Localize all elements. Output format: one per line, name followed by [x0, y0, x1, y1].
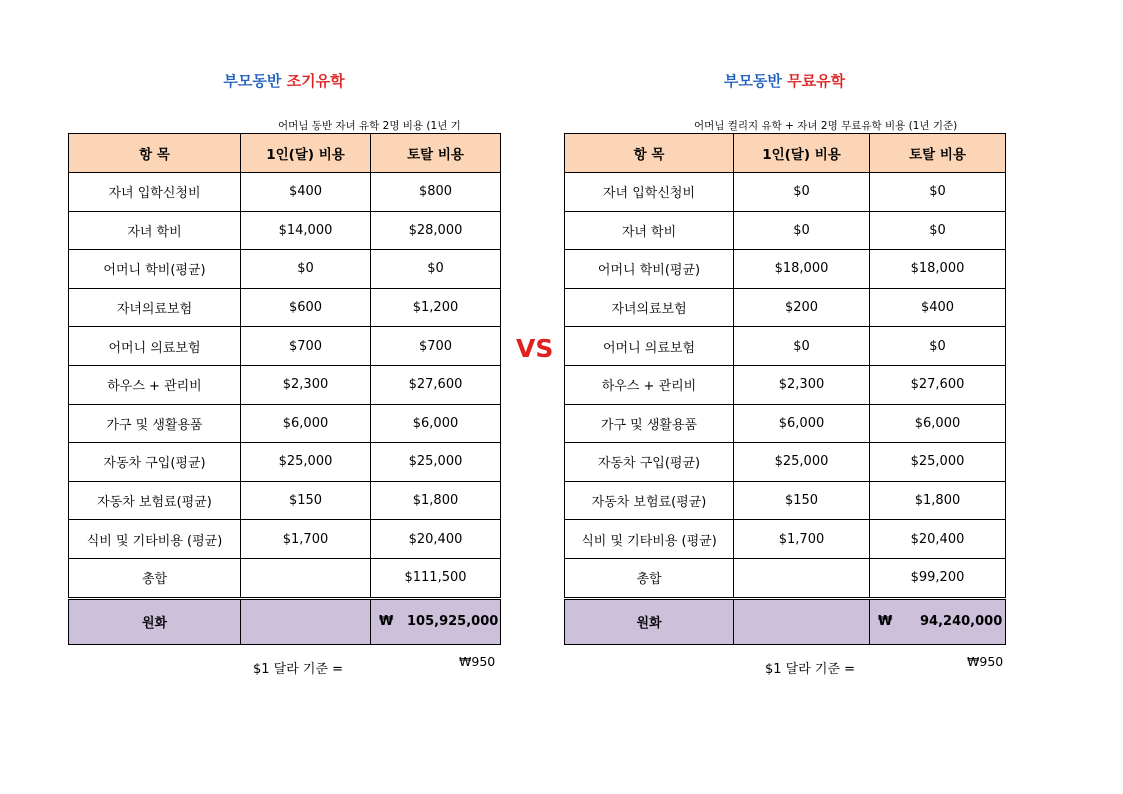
item-label: 가구 및 생활용품 — [69, 404, 241, 443]
table-row — [565, 443, 1006, 482]
left-title-part2: 조기유학 — [286, 72, 345, 90]
total-cost: $20,400 — [371, 520, 501, 559]
left-cost-table — [68, 133, 501, 645]
monthly-cost: $2,300 — [241, 365, 371, 404]
monthly-cost: $0 — [734, 211, 870, 250]
table-row — [69, 481, 501, 520]
won-monthly-empty — [241, 598, 371, 644]
table-row — [565, 288, 1006, 327]
total-cost: $0 — [870, 173, 1006, 212]
right-cost-table — [564, 133, 1006, 645]
monthly-cost: $6,000 — [734, 404, 870, 443]
monthly-cost: $1,700 — [734, 520, 870, 559]
table-row — [565, 250, 1006, 289]
left-footer-label: $1 달라 기준 = — [253, 662, 344, 677]
won-value: 94,240,000 — [920, 614, 1003, 630]
table-row — [565, 173, 1006, 212]
item-label: 자녀의료보험 — [69, 288, 241, 327]
item-label: 어머니 학비(평균) — [69, 250, 241, 289]
table-row — [69, 211, 501, 250]
total-row — [69, 558, 501, 598]
table-row — [69, 520, 501, 559]
table-row — [69, 250, 501, 289]
monthly-cost: $0 — [734, 173, 870, 212]
table-row — [69, 365, 501, 404]
won-sign: ₩ — [878, 614, 893, 630]
total-row — [565, 558, 1006, 598]
total-cost: $28,000 — [371, 211, 501, 250]
won-label: 원화 — [565, 598, 734, 644]
monthly-cost: $25,000 — [734, 443, 870, 482]
total-monthly-empty — [241, 558, 371, 598]
monthly-cost: $1,700 — [241, 520, 371, 559]
won-value-cell — [870, 598, 1006, 644]
right-header-row — [565, 134, 1006, 173]
vs-label: VS — [516, 334, 554, 363]
item-label: 하우스 + 관리비 — [69, 365, 241, 404]
total-cost: $27,600 — [371, 365, 501, 404]
table-row — [565, 365, 1006, 404]
right-title — [564, 70, 1005, 92]
item-label: 하우스 + 관리비 — [565, 365, 734, 404]
monthly-cost: $700 — [241, 327, 371, 366]
item-label: 자동차 구입(평균) — [565, 443, 734, 482]
total-monthly-empty — [734, 558, 870, 598]
right-header-item: 항 목 — [565, 134, 734, 173]
monthly-cost: $18,000 — [734, 250, 870, 289]
monthly-cost: $0 — [734, 327, 870, 366]
right-subtitle: 어머님 컬리지 유학 + 자녀 2명 무료유학 비용 (1년 기준) — [694, 120, 958, 132]
left-header-total: 토탈 비용 — [371, 134, 501, 173]
item-label: 자동차 보험료(평균) — [69, 481, 241, 520]
total-cost: $25,000 — [371, 443, 501, 482]
won-row — [565, 598, 1006, 644]
item-label: 식비 및 기타비용 (평균) — [565, 520, 734, 559]
monthly-cost: $2,300 — [734, 365, 870, 404]
total-cost: $800 — [371, 173, 501, 212]
total-cost: $0 — [371, 250, 501, 289]
item-label: 자동차 구입(평균) — [69, 443, 241, 482]
item-label: 자녀 학비 — [69, 211, 241, 250]
monthly-cost: $400 — [241, 173, 371, 212]
table-row — [565, 520, 1006, 559]
table-row — [565, 327, 1006, 366]
right-title-part2: 무료유학 — [787, 72, 846, 90]
left-title-part1: 부모동반 — [223, 72, 282, 90]
total-cost: $1,800 — [371, 481, 501, 520]
total-cost: $1,800 — [870, 481, 1006, 520]
total-cost: $25,000 — [870, 443, 1006, 482]
item-label: 자녀 입학신청비 — [565, 173, 734, 212]
left-header-monthly: 1인(달) 비용 — [241, 134, 371, 173]
table-row — [565, 404, 1006, 443]
won-label: 원화 — [69, 598, 241, 644]
table-row — [565, 481, 1006, 520]
table-row — [69, 443, 501, 482]
monthly-cost: $6,000 — [241, 404, 371, 443]
won-row — [69, 598, 501, 644]
table-row — [69, 404, 501, 443]
won-monthly-empty — [734, 598, 870, 644]
total-cost: $6,000 — [371, 404, 501, 443]
right-title-part1: 부모동반 — [723, 72, 782, 90]
total-cost: $6,000 — [870, 404, 1006, 443]
table-row — [69, 288, 501, 327]
table-row — [69, 173, 501, 212]
monthly-cost: $150 — [241, 481, 371, 520]
won-sign: ₩ — [379, 614, 394, 630]
left-title — [68, 70, 500, 92]
item-label: 어머니 의료보험 — [69, 327, 241, 366]
total-cost: $1,200 — [371, 288, 501, 327]
won-value: 105,925,000 — [407, 614, 499, 630]
left-subtitle: 어머님 동반 자녀 유학 2명 비용 (1년 기 — [278, 120, 461, 132]
total-cost: $400 — [870, 288, 1006, 327]
monthly-cost: $14,000 — [241, 211, 371, 250]
won-value-cell — [371, 598, 501, 644]
monthly-cost: $0 — [241, 250, 371, 289]
monthly-cost: $150 — [734, 481, 870, 520]
total-cost: $700 — [371, 327, 501, 366]
item-label: 가구 및 생활용품 — [565, 404, 734, 443]
right-header-total: 토탈 비용 — [870, 134, 1006, 173]
item-label: 자동차 보험료(평균) — [565, 481, 734, 520]
total-label: 총합 — [565, 558, 734, 598]
table-row — [69, 327, 501, 366]
total-value: $111,500 — [371, 558, 501, 598]
total-label: 총합 — [69, 558, 241, 598]
monthly-cost: $25,000 — [241, 443, 371, 482]
item-label: 자녀 입학신청비 — [69, 173, 241, 212]
left-header-item: 항 목 — [69, 134, 241, 173]
item-label: 식비 및 기타비용 (평균) — [69, 520, 241, 559]
total-cost: $0 — [870, 211, 1006, 250]
right-header-monthly: 1인(달) 비용 — [734, 134, 870, 173]
left-footer-rate: ₩950 — [459, 654, 496, 669]
total-cost: $27,600 — [870, 365, 1006, 404]
item-label: 자녀의료보험 — [565, 288, 734, 327]
left-header-row — [69, 134, 501, 173]
monthly-cost: $600 — [241, 288, 371, 327]
item-label: 어머니 학비(평균) — [565, 250, 734, 289]
right-footer-label: $1 달라 기준 = — [765, 662, 856, 677]
item-label: 자녀 학비 — [565, 211, 734, 250]
item-label: 어머니 의료보험 — [565, 327, 734, 366]
total-cost: $0 — [870, 327, 1006, 366]
total-cost: $18,000 — [870, 250, 1006, 289]
monthly-cost: $200 — [734, 288, 870, 327]
total-value: $99,200 — [870, 558, 1006, 598]
table-row — [565, 211, 1006, 250]
total-cost: $20,400 — [870, 520, 1006, 559]
right-footer-rate: ₩950 — [967, 654, 1004, 669]
